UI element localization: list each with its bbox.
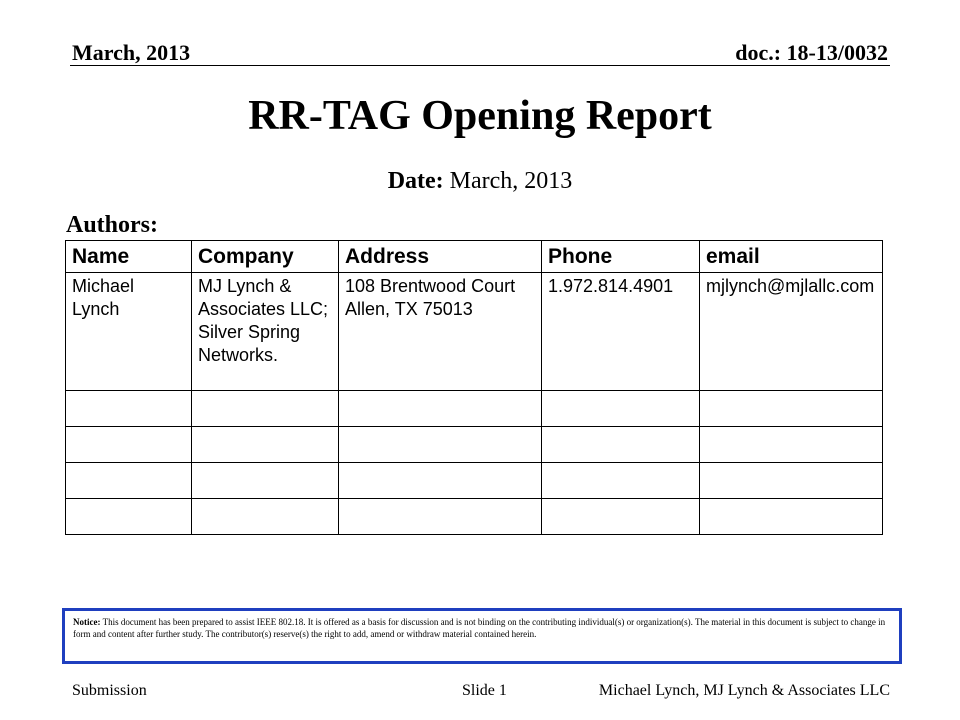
notice-text: This document has been prepared to assist IEEE 802.18. It is offered as a basis for discussion and is not binding on the contributing individual(s) or organization(s). The material in this document is subject to change in form and content after further study. The contributor(s) reserve(s) the right to add, amend or withdraw material contained herein. bbox=[73, 617, 886, 639]
author-company: MJ Lynch & Associates LLC; Silver Spring Networks. bbox=[192, 273, 339, 391]
author-email: mjlynch@mjlallc.com bbox=[700, 273, 883, 391]
footer-submission: Submission bbox=[72, 682, 147, 699]
author-address: 108 Brentwood Court Allen, TX 75013 bbox=[339, 273, 542, 391]
date-line bbox=[0, 168, 960, 195]
authors-table bbox=[65, 240, 883, 535]
table-cell-empty bbox=[542, 463, 700, 499]
authors-table-header-row bbox=[66, 241, 883, 273]
col-header-name: Name bbox=[66, 241, 192, 273]
table-row-empty bbox=[66, 499, 883, 535]
notice-label: Notice: bbox=[73, 617, 101, 627]
table-cell-empty bbox=[339, 427, 542, 463]
table-row-empty bbox=[66, 391, 883, 427]
table-cell-empty bbox=[542, 427, 700, 463]
header-divider bbox=[70, 65, 890, 66]
table-cell-empty bbox=[700, 391, 883, 427]
table-cell-empty bbox=[66, 391, 192, 427]
table-cell-empty bbox=[542, 499, 700, 535]
table-cell-empty bbox=[192, 499, 339, 535]
col-header-company: Company bbox=[192, 241, 339, 273]
author-name: Michael Lynch bbox=[66, 273, 192, 391]
table-cell-empty bbox=[66, 427, 192, 463]
table-cell-empty bbox=[192, 463, 339, 499]
table-cell-empty bbox=[542, 391, 700, 427]
table-cell-empty bbox=[192, 427, 339, 463]
authors-label: Authors: bbox=[66, 212, 159, 238]
table-cell-empty bbox=[700, 427, 883, 463]
col-header-address: Address bbox=[339, 241, 542, 273]
header-doc-id: doc.: 18-13/0032 bbox=[735, 40, 888, 65]
footer-author: Michael Lynch, MJ Lynch & Associates LLC bbox=[598, 682, 890, 699]
header-date: March, 2013 bbox=[72, 40, 191, 65]
col-header-email: email bbox=[700, 241, 883, 273]
table-row-empty bbox=[66, 463, 883, 499]
footer-slide-number: Slide 1 bbox=[462, 682, 507, 699]
table-cell-empty bbox=[66, 499, 192, 535]
table-cell-empty bbox=[339, 463, 542, 499]
table-cell-empty bbox=[66, 463, 192, 499]
slide-title: RR-TAG Opening Report bbox=[248, 93, 712, 139]
col-header-phone: Phone bbox=[542, 241, 700, 273]
table-row-empty bbox=[66, 427, 883, 463]
table-row bbox=[66, 273, 883, 391]
table-cell-empty bbox=[192, 391, 339, 427]
author-phone: 1.972.814.4901 bbox=[542, 273, 700, 391]
notice-box bbox=[62, 608, 902, 664]
table-cell-empty bbox=[339, 391, 542, 427]
table-cell-empty bbox=[700, 499, 883, 535]
table-cell-empty bbox=[700, 463, 883, 499]
date-value: March, 2013 bbox=[449, 168, 573, 194]
table-cell-empty bbox=[339, 499, 542, 535]
date-label: Date: bbox=[387, 168, 444, 194]
